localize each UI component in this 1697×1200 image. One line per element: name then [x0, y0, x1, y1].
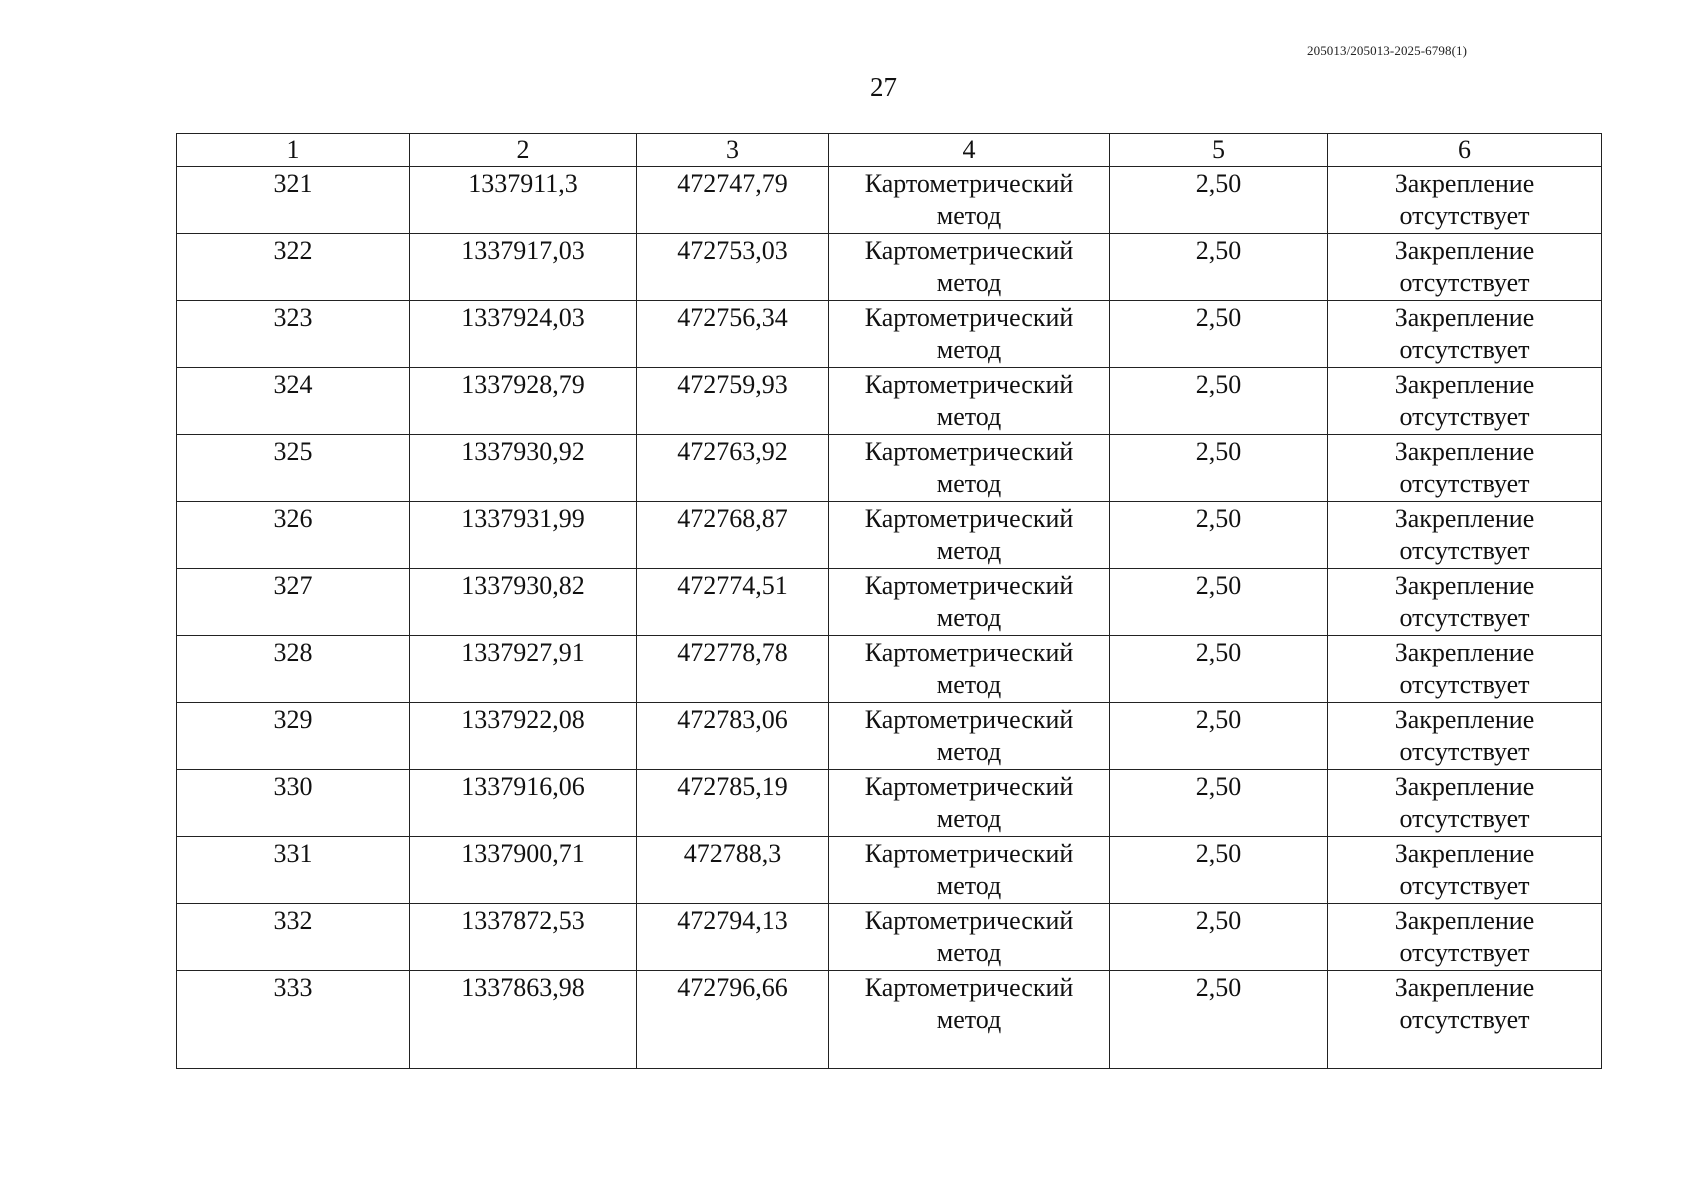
fixing-cell: Закрепление отсутствует: [1328, 435, 1602, 502]
method-cell: Картометрический метод: [829, 971, 1110, 1069]
y-coordinate-cell: 472756,34: [637, 301, 829, 368]
point-number-cell: 330: [177, 770, 410, 837]
table-row: [177, 301, 1602, 368]
fixing-cell: Закрепление отсутствует: [1328, 234, 1602, 301]
method-cell: Картометрический метод: [829, 569, 1110, 636]
method-cell: Картометрический метод: [829, 703, 1110, 770]
table-row: [177, 703, 1602, 770]
point-number-cell: 325: [177, 435, 410, 502]
point-number-cell: 328: [177, 636, 410, 703]
column-header: 5: [1110, 134, 1328, 167]
table-row: [177, 904, 1602, 971]
x-coordinate-cell: 1337916,06: [410, 770, 637, 837]
accuracy-cell: 2,50: [1110, 368, 1328, 435]
fixing-cell: Закрепление отсутствует: [1328, 904, 1602, 971]
accuracy-cell: 2,50: [1110, 636, 1328, 703]
table-row: [177, 502, 1602, 569]
fixing-cell: Закрепление отсутствует: [1328, 167, 1602, 234]
y-coordinate-cell: 472753,03: [637, 234, 829, 301]
fixing-cell: Закрепление отсутствует: [1328, 770, 1602, 837]
y-coordinate-cell: 472788,3: [637, 837, 829, 904]
table-header: [177, 134, 1602, 167]
point-number-cell: 331: [177, 837, 410, 904]
x-coordinate-cell: 1337930,82: [410, 569, 637, 636]
table-row: [177, 569, 1602, 636]
y-coordinate-cell: 472778,78: [637, 636, 829, 703]
x-coordinate-cell: 1337928,79: [410, 368, 637, 435]
point-number-cell: 332: [177, 904, 410, 971]
x-coordinate-cell: 1337872,53: [410, 904, 637, 971]
accuracy-cell: 2,50: [1110, 703, 1328, 770]
accuracy-cell: 2,50: [1110, 770, 1328, 837]
accuracy-cell: 2,50: [1110, 569, 1328, 636]
x-coordinate-cell: 1337922,08: [410, 703, 637, 770]
accuracy-cell: 2,50: [1110, 904, 1328, 971]
method-cell: Картометрический метод: [829, 636, 1110, 703]
fixing-cell: Закрепление отсутствует: [1328, 837, 1602, 904]
table-body: [177, 167, 1602, 1069]
column-header: 4: [829, 134, 1110, 167]
method-cell: Картометрический метод: [829, 234, 1110, 301]
y-coordinate-cell: 472785,19: [637, 770, 829, 837]
fixing-cell: Закрепление отсутствует: [1328, 502, 1602, 569]
table-row: [177, 234, 1602, 301]
point-number-cell: 326: [177, 502, 410, 569]
point-number-cell: 323: [177, 301, 410, 368]
method-cell: Картометрический метод: [829, 837, 1110, 904]
table-row: [177, 368, 1602, 435]
point-number-cell: 329: [177, 703, 410, 770]
y-coordinate-cell: 472796,66: [637, 971, 829, 1069]
table-row: [177, 167, 1602, 234]
accuracy-cell: 2,50: [1110, 234, 1328, 301]
method-cell: Картометрический метод: [829, 904, 1110, 971]
method-cell: Картометрический метод: [829, 502, 1110, 569]
x-coordinate-cell: 1337863,98: [410, 971, 637, 1069]
point-number-cell: 321: [177, 167, 410, 234]
column-header: 6: [1328, 134, 1602, 167]
method-cell: Картометрический метод: [829, 435, 1110, 502]
point-number-cell: 324: [177, 368, 410, 435]
fixing-cell: Закрепление отсутствует: [1328, 971, 1602, 1069]
accuracy-cell: 2,50: [1110, 435, 1328, 502]
x-coordinate-cell: 1337911,3: [410, 167, 637, 234]
point-number-cell: 333: [177, 971, 410, 1069]
point-number-cell: 327: [177, 569, 410, 636]
method-cell: Картометрический метод: [829, 368, 1110, 435]
x-coordinate-cell: 1337927,91: [410, 636, 637, 703]
accuracy-cell: 2,50: [1110, 167, 1328, 234]
accuracy-cell: 2,50: [1110, 971, 1328, 1069]
fixing-cell: Закрепление отсутствует: [1328, 703, 1602, 770]
y-coordinate-cell: 472768,87: [637, 502, 829, 569]
accuracy-cell: 2,50: [1110, 837, 1328, 904]
column-header: 2: [410, 134, 637, 167]
method-cell: Картометрический метод: [829, 301, 1110, 368]
x-coordinate-cell: 1337931,99: [410, 502, 637, 569]
table-row: [177, 770, 1602, 837]
column-header: 1: [177, 134, 410, 167]
point-number-cell: 322: [177, 234, 410, 301]
fixing-cell: Закрепление отсутствует: [1328, 368, 1602, 435]
x-coordinate-cell: 1337917,03: [410, 234, 637, 301]
fixing-cell: Закрепление отсутствует: [1328, 636, 1602, 703]
y-coordinate-cell: 472774,51: [637, 569, 829, 636]
y-coordinate-cell: 472763,92: [637, 435, 829, 502]
accuracy-cell: 2,50: [1110, 502, 1328, 569]
table-row: [177, 837, 1602, 904]
x-coordinate-cell: 1337924,03: [410, 301, 637, 368]
table-row: [177, 636, 1602, 703]
x-coordinate-cell: 1337900,71: [410, 837, 637, 904]
accuracy-cell: 2,50: [1110, 301, 1328, 368]
table-row: [177, 435, 1602, 502]
page-number: 27: [870, 72, 897, 102]
x-coordinate-cell: 1337930,92: [410, 435, 637, 502]
method-cell: Картометрический метод: [829, 770, 1110, 837]
y-coordinate-cell: 472794,13: [637, 904, 829, 971]
coordinates-table: [176, 133, 1602, 1069]
y-coordinate-cell: 472759,93: [637, 368, 829, 435]
document-id: 205013/205013-2025-6798(1): [1307, 43, 1468, 58]
y-coordinate-cell: 472747,79: [637, 167, 829, 234]
y-coordinate-cell: 472783,06: [637, 703, 829, 770]
table-row: [177, 971, 1602, 1069]
column-header: 3: [637, 134, 829, 167]
header-row: [177, 134, 1602, 167]
method-cell: Картометрический метод: [829, 167, 1110, 234]
fixing-cell: Закрепление отсутствует: [1328, 301, 1602, 368]
fixing-cell: Закрепление отсутствует: [1328, 569, 1602, 636]
